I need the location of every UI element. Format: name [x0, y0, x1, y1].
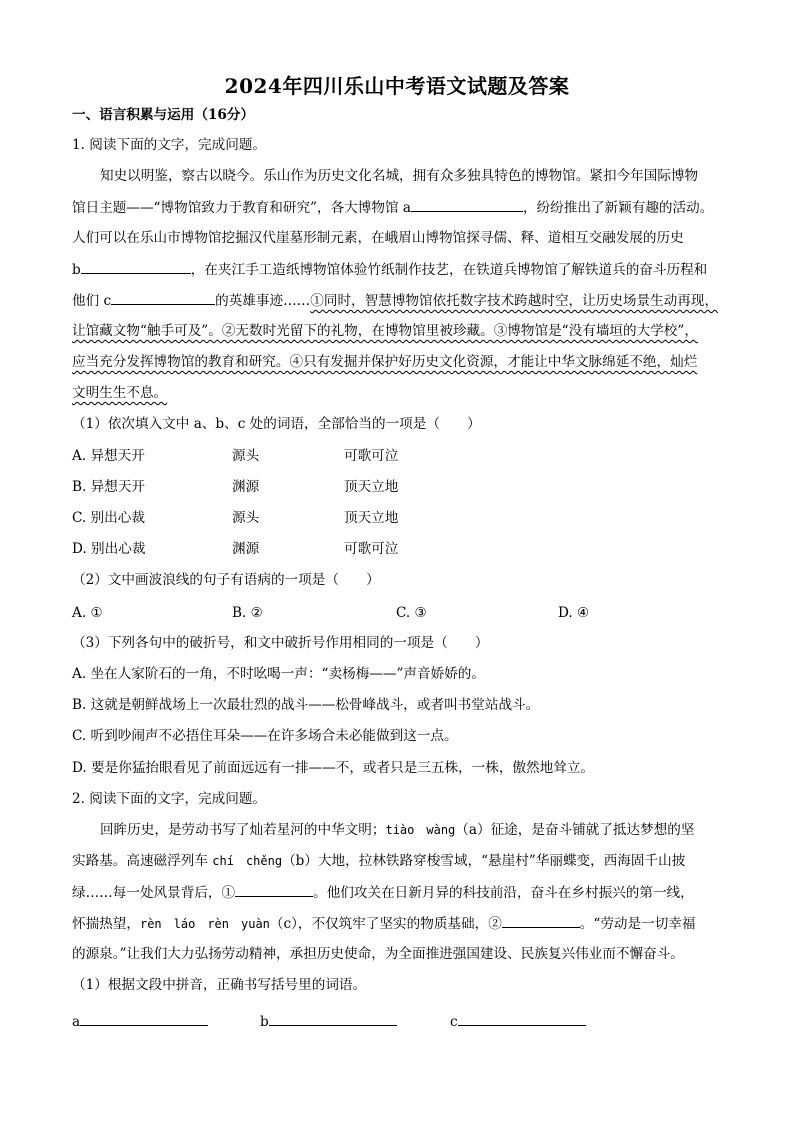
blank-a[interactable]	[411, 197, 523, 212]
passage-text: 实路基。高速磁浮列车	[72, 853, 208, 869]
q2-passage-line3	[72, 882, 694, 903]
q1-passage-line1: 知史以明鉴，察古以晓今。乐山作为历史文化名城，拥有众多独具特色的博物馆。紧扣今年国际博物	[100, 168, 699, 184]
q1-sub3-option-b[interactable]: B. 这就是朝鲜战场上一次最壮烈的战斗——松骨峰战斗，或者叫书堂站战斗。	[72, 697, 540, 713]
answer-field-a[interactable]	[72, 1011, 208, 1032]
pinyin-c: rèn láo rèn yuàn	[139, 917, 270, 931]
option-c-c: 顶天立地	[344, 510, 399, 526]
answer-label-b: b	[260, 1014, 269, 1030]
option-label: B. 异想天开	[72, 479, 146, 495]
answer-line-a[interactable]	[80, 1011, 208, 1026]
passage-text: b	[72, 262, 81, 278]
q1-sub3-option-d[interactable]: D. 要是你猛抬眼看见了前面远远有一排——不，或者只是三五株，一株，傲然地耸立。	[72, 760, 595, 776]
passage-text: 馆日主题——“博物馆致力于教育和研究”，各大博物馆 a	[72, 200, 411, 216]
answer-field-b[interactable]	[260, 1011, 397, 1032]
q1-sub3-option-a[interactable]: A. 坐在人家阶石的一角，不时吆喝一声：“卖杨梅——”声音娇娇的。	[72, 666, 485, 682]
q1-intro: 1. 阅读下面的文字，完成问题。	[72, 137, 267, 153]
q1-sub1-stem: （1）依次填入文中 a、b、c 处的词语，全部恰当的一项是（ ）	[72, 416, 481, 432]
q2-passage-line4	[72, 913, 696, 934]
q1-sub2-stem: （2）文中画波浪线的句子有语病的一项是（ ）	[72, 572, 380, 588]
q1-sub3-stem: （3）下列各句中的破折号，和文中破折号作用相同的一项是（ ）	[72, 635, 489, 651]
option-label: C. 别出心裁	[72, 510, 145, 526]
page-title: 2024年四川乐山中考语文试题及答案	[224, 74, 570, 98]
q1-passage-line3: 人们可以在乐山市博物馆挖掘汉代崖墓形制元素，在峨眉山博物馆探寻儒、释、道相互交融发展的历史	[72, 230, 684, 246]
wavy-sentence-1: ①同时，智慧博物馆依托数字技术跨越时空，让历史场景生动再现，	[310, 293, 719, 309]
passage-text: ，纷纷推出了新颖有趣的活动。	[522, 200, 714, 216]
q1-sub2-option-a[interactable]: A. ①	[72, 605, 103, 621]
section-heading: 一、语言积累与运用（16分）	[72, 107, 255, 123]
option-b-b: 渊源	[232, 479, 260, 495]
option-c-b: 源头	[232, 510, 260, 526]
answer-field-c[interactable]	[450, 1011, 586, 1032]
pinyin-a: tiào wàng	[385, 823, 456, 837]
passage-text: 绿……每一处风景背后，①	[72, 885, 236, 901]
passage-text: （c），不仅筑牢了坚实的物质基础，②	[269, 916, 502, 932]
option-a-c: 可歌可泣	[344, 448, 399, 464]
passage-text: 。他们攻关在日新月异的科技前沿，奋斗在乡村振兴的第一线，	[313, 885, 694, 901]
q1-passage-line5	[72, 290, 718, 311]
option-a-b: 源头	[232, 448, 260, 464]
option-b-c: 顶天立地	[344, 479, 399, 495]
q2-passage-line2	[72, 851, 685, 871]
answer-label-a: a	[72, 1014, 81, 1030]
passage-text: 他们 c	[72, 293, 112, 309]
pinyin-b: chí chěng	[212, 854, 283, 868]
option-label: D. 别出心裁	[72, 541, 146, 557]
q1-passage-line8: 文明生生不息。	[72, 385, 168, 401]
option-d-c: 可歌可泣	[344, 541, 399, 557]
q1-sub1-option-b[interactable]	[72, 477, 145, 497]
q2-intro: 2. 阅读下面的文字，完成问题。	[72, 791, 267, 807]
blank-2[interactable]	[502, 913, 580, 928]
answer-line-c[interactable]	[458, 1011, 586, 1026]
q1-sub2-option-c[interactable]: C. ③	[396, 605, 427, 621]
passage-text: （b）大地，拉林铁路穿梭雪域，“悬崖村”华丽蝶变，西海固千山披	[282, 853, 686, 869]
q1-passage-line7: 应当充分发挥博物馆的教育和研究。④只有发掘并保护好历史文化资源，才能让中华文脉绵延不绝，灿烂	[72, 354, 698, 370]
passage-text: 怀揣热望，	[72, 916, 140, 932]
q1-sub3-option-c[interactable]: C. 听到吵闹声不必捂住耳朵——在许多场合未必能做到这一点。	[72, 728, 458, 744]
q1-sub2-option-d[interactable]: D. ④	[558, 605, 590, 621]
blank-c[interactable]	[111, 290, 215, 305]
option-d-b: 渊源	[232, 541, 260, 557]
q1-passage-line2	[72, 197, 713, 218]
answer-label-c: c	[450, 1014, 458, 1030]
passage-text: （a）征途，是奋斗铺就了抵达梦想的坚	[455, 822, 695, 838]
blank-b[interactable]	[81, 259, 191, 274]
q1-sub2-option-b[interactable]: B. ②	[232, 605, 263, 621]
q1-sub1-option-c[interactable]	[72, 508, 145, 528]
q2-passage-line5: 的源泉。”让我们大力弘扬劳动精神，承担历史使命，为全面推进强国建设、民族复兴伟业而不懈奋斗。	[72, 946, 684, 962]
q2-sub1-stem: （1）根据文段中拼音，正确书写括号里的词语。	[72, 977, 367, 993]
q1-sub1-option-a[interactable]	[72, 446, 145, 466]
passage-text: 。“劳动是一切幸福	[579, 916, 696, 932]
answer-line-b[interactable]	[269, 1011, 397, 1026]
passage-text: 回眸历史，是劳动书写了灿若星河的中华文明；	[100, 822, 386, 838]
q1-passage-line6: 让馆藏文物“触手可及”。②无数时光留下的礼物，在博物馆里被珍藏。③博物馆是“没有墙垣的大学校”，	[72, 323, 698, 339]
option-label: A. 异想天开	[72, 448, 145, 464]
q2-passage-line1	[100, 820, 694, 840]
blank-1[interactable]	[235, 882, 313, 897]
q1-sub1-option-d[interactable]	[72, 539, 145, 559]
passage-text: 的英雄事迹……	[215, 293, 311, 309]
passage-text: ，在夹江手工造纸博物馆体验竹纸制作技艺，在铁道兵博物馆了解铁道兵的奋斗历程和	[190, 262, 708, 278]
q1-passage-line4	[72, 259, 707, 280]
